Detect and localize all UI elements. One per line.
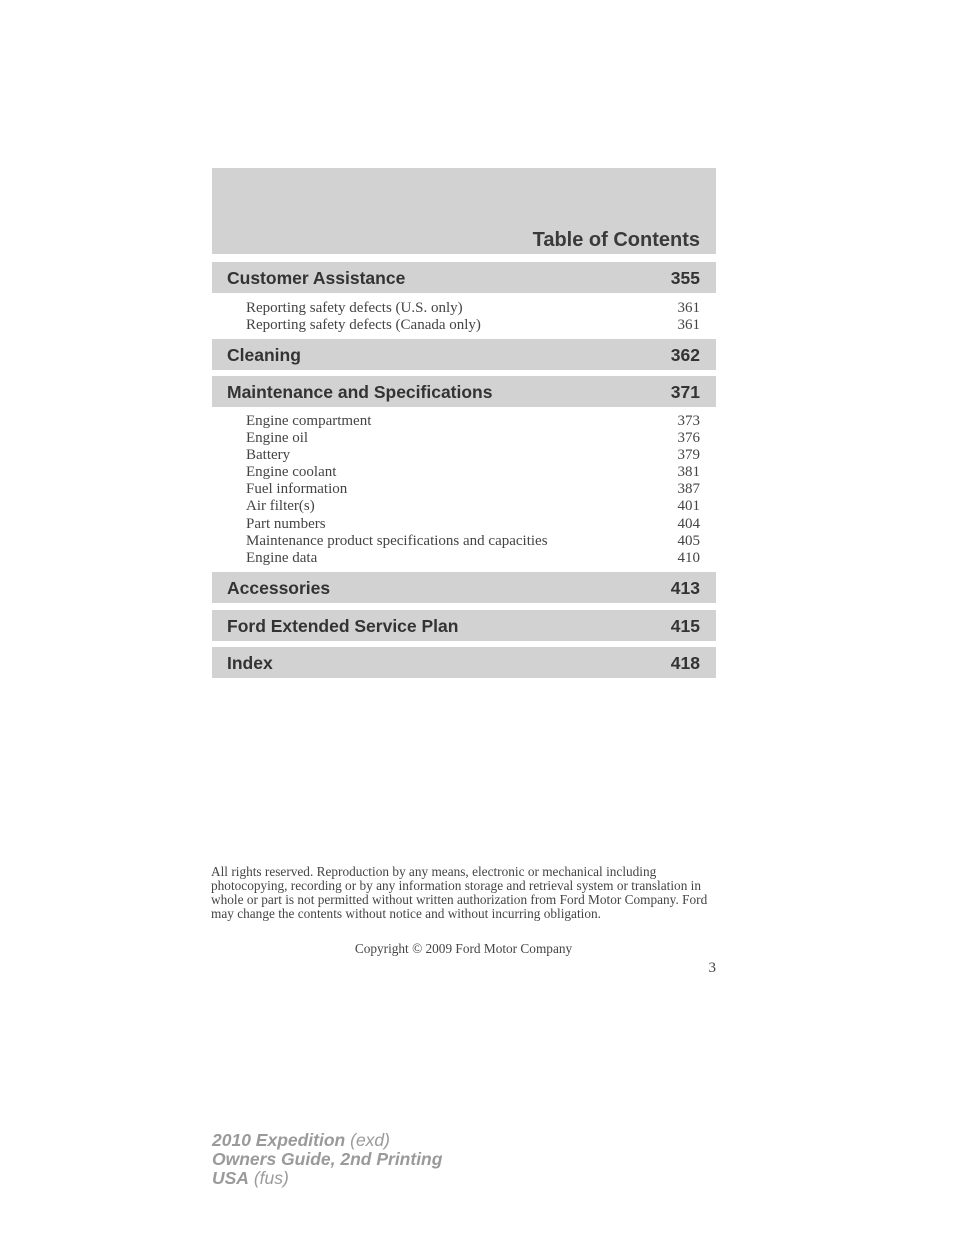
item-label: Engine coolant <box>246 464 337 481</box>
list-item[interactable] <box>246 516 700 533</box>
section-label: Customer Assistance <box>227 268 406 288</box>
list-item[interactable] <box>246 317 700 334</box>
toc-header <box>212 168 716 254</box>
item-page-number: 361 <box>677 300 700 316</box>
item-page-number: 381 <box>677 464 700 481</box>
item-page-number: 361 <box>677 317 700 334</box>
list-item[interactable] <box>246 498 700 515</box>
footer-model-code: (exd) <box>350 1130 390 1150</box>
footer-guide: Owners Guide, 2nd Printing <box>212 1149 443 1169</box>
list-item[interactable] <box>246 464 700 481</box>
section-page-number: 355 <box>670 268 700 288</box>
section-customer-assistance[interactable] <box>212 262 716 293</box>
footer-market-code: (fus) <box>253 1168 289 1188</box>
list-item[interactable] <box>246 430 700 447</box>
item-page-number: 376 <box>677 430 700 447</box>
footer-line-3 <box>212 1169 442 1188</box>
section-page-number: 371 <box>670 382 700 402</box>
item-page-number: 387 <box>677 481 700 498</box>
list-item[interactable] <box>246 550 700 567</box>
footer-model: 2010 Expedition <box>212 1130 346 1150</box>
item-label: Reporting safety defects (U.S. only) <box>246 300 463 316</box>
footer-market: USA <box>212 1168 249 1188</box>
item-page-number: 379 <box>677 447 700 464</box>
list-item[interactable] <box>246 413 700 430</box>
section-page-number: 362 <box>670 345 700 365</box>
item-label: Battery <box>246 447 291 464</box>
section-extended-service-plan[interactable] <box>212 610 716 641</box>
footer-line-2 <box>212 1150 442 1169</box>
item-page-number: 410 <box>677 549 700 566</box>
item-page-number: 405 <box>677 532 700 549</box>
footer-line-1 <box>212 1131 442 1150</box>
item-label: Maintenance product specifications and capacities <box>246 532 548 549</box>
section-label: Accessories <box>227 578 331 598</box>
item-label: Fuel information <box>246 481 348 498</box>
page-number: 3 <box>708 960 716 976</box>
item-label: Engine compartment <box>246 413 372 429</box>
item-label: Part numbers <box>246 515 326 532</box>
list-item[interactable] <box>246 533 700 550</box>
document-footer <box>212 1131 442 1188</box>
list-item[interactable] <box>246 300 700 317</box>
section-accessories[interactable] <box>212 572 716 603</box>
item-page-number: 373 <box>677 413 700 429</box>
item-label: Engine data <box>246 549 318 566</box>
item-page-number: 401 <box>677 498 700 515</box>
copyright-line: Copyright © 2009 Ford Motor Company <box>354 941 573 956</box>
section-maintenance-specifications[interactable] <box>212 376 716 407</box>
item-label: Air filter(s) <box>246 498 315 515</box>
page-title: Table of Contents <box>532 229 700 251</box>
item-page-number: 404 <box>677 515 700 532</box>
section-label: Cleaning <box>227 345 301 365</box>
section-cleaning[interactable] <box>212 339 716 370</box>
section-page-number: 418 <box>670 653 700 673</box>
section-label: Ford Extended Service Plan <box>227 616 459 636</box>
list-item[interactable] <box>246 447 700 464</box>
section-index[interactable] <box>212 647 716 678</box>
sub-list-maintenance <box>246 413 700 567</box>
legal-notice: All rights reserved. Reproduction by any means, electronic or mechanical including photocopying, recording or by any information storage and retrieval system or translation in whole or part is not permitted without written authorization from Ford Motor Company. Ford may change the contents without notice and without incurring obligation. <box>211 864 708 921</box>
item-label: Engine oil <box>246 430 309 447</box>
section-label: Index <box>227 653 273 673</box>
list-item[interactable] <box>246 481 700 498</box>
section-page-number: 415 <box>670 616 700 636</box>
section-page-number: 413 <box>670 578 700 598</box>
item-label: Reporting safety defects (Canada only) <box>246 317 481 334</box>
sub-list-customer-assistance <box>246 300 700 334</box>
section-label: Maintenance and Specifications <box>227 382 493 402</box>
